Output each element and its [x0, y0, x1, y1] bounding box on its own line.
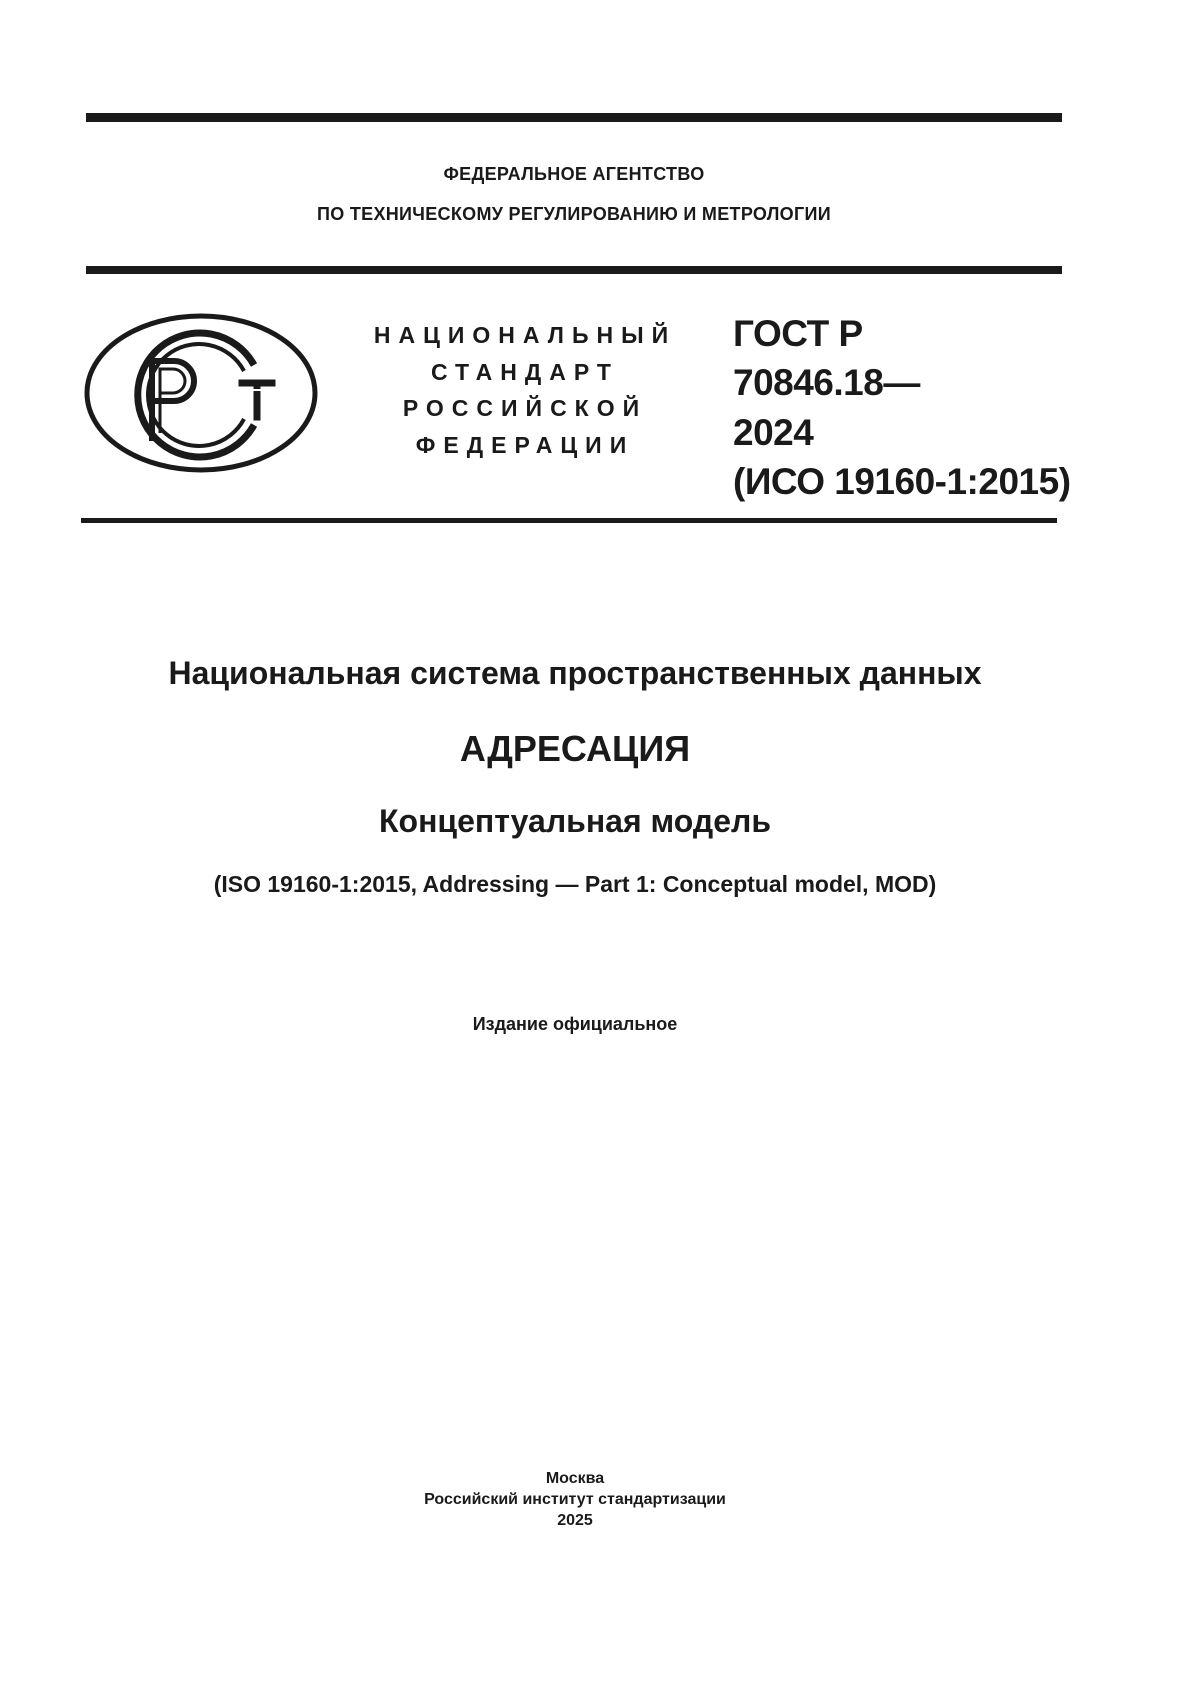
designation-line-2: 70846.18— — [733, 362, 920, 403]
footer-publisher: Российский институт стандартизации — [424, 1491, 726, 1508]
document-title: Национальная система пространственных данных — [168, 655, 982, 691]
header-divider — [86, 266, 1062, 274]
designation-divider — [81, 518, 1057, 523]
standard-type-line-2: СТАНДАРТ — [431, 359, 619, 385]
designation-line-1: ГОСТ Р — [733, 313, 863, 354]
edition-label: Издание официальное — [472, 1014, 678, 1034]
document-topic: АДРЕСАЦИЯ — [459, 728, 691, 769]
standard-type-line-4: ФЕДЕРАЦИИ — [415, 432, 635, 458]
document-subtitle: Концептуальная модель — [378, 803, 771, 839]
international-reference: (ISO 19160-1:2015, Addressing — Part 1: Conceptual model, MOD) — [213, 871, 937, 897]
designation-line-3: 2024 — [733, 412, 814, 453]
footer-city: Москва — [545, 1470, 605, 1487]
agency-name-line-2: ПО ТЕХНИЧЕСКОМУ РЕГУЛИРОВАНИЮ И МЕТРОЛОГИИ — [317, 204, 831, 224]
top-divider — [86, 113, 1062, 122]
designation-line-4: (ИСО 19160-1:2015) — [733, 461, 1071, 502]
agency-name-line-1: ФЕДЕРАЛЬНОЕ АГЕНТСТВО — [443, 164, 705, 184]
footer-year: 2025 — [557, 1512, 593, 1529]
rst-certification-mark-icon — [84, 313, 318, 473]
standard-type-line-3: РОССИЙСКОЙ — [402, 395, 648, 421]
standard-type-line-1: НАЦИОНАЛЬНЫЙ — [373, 322, 677, 348]
